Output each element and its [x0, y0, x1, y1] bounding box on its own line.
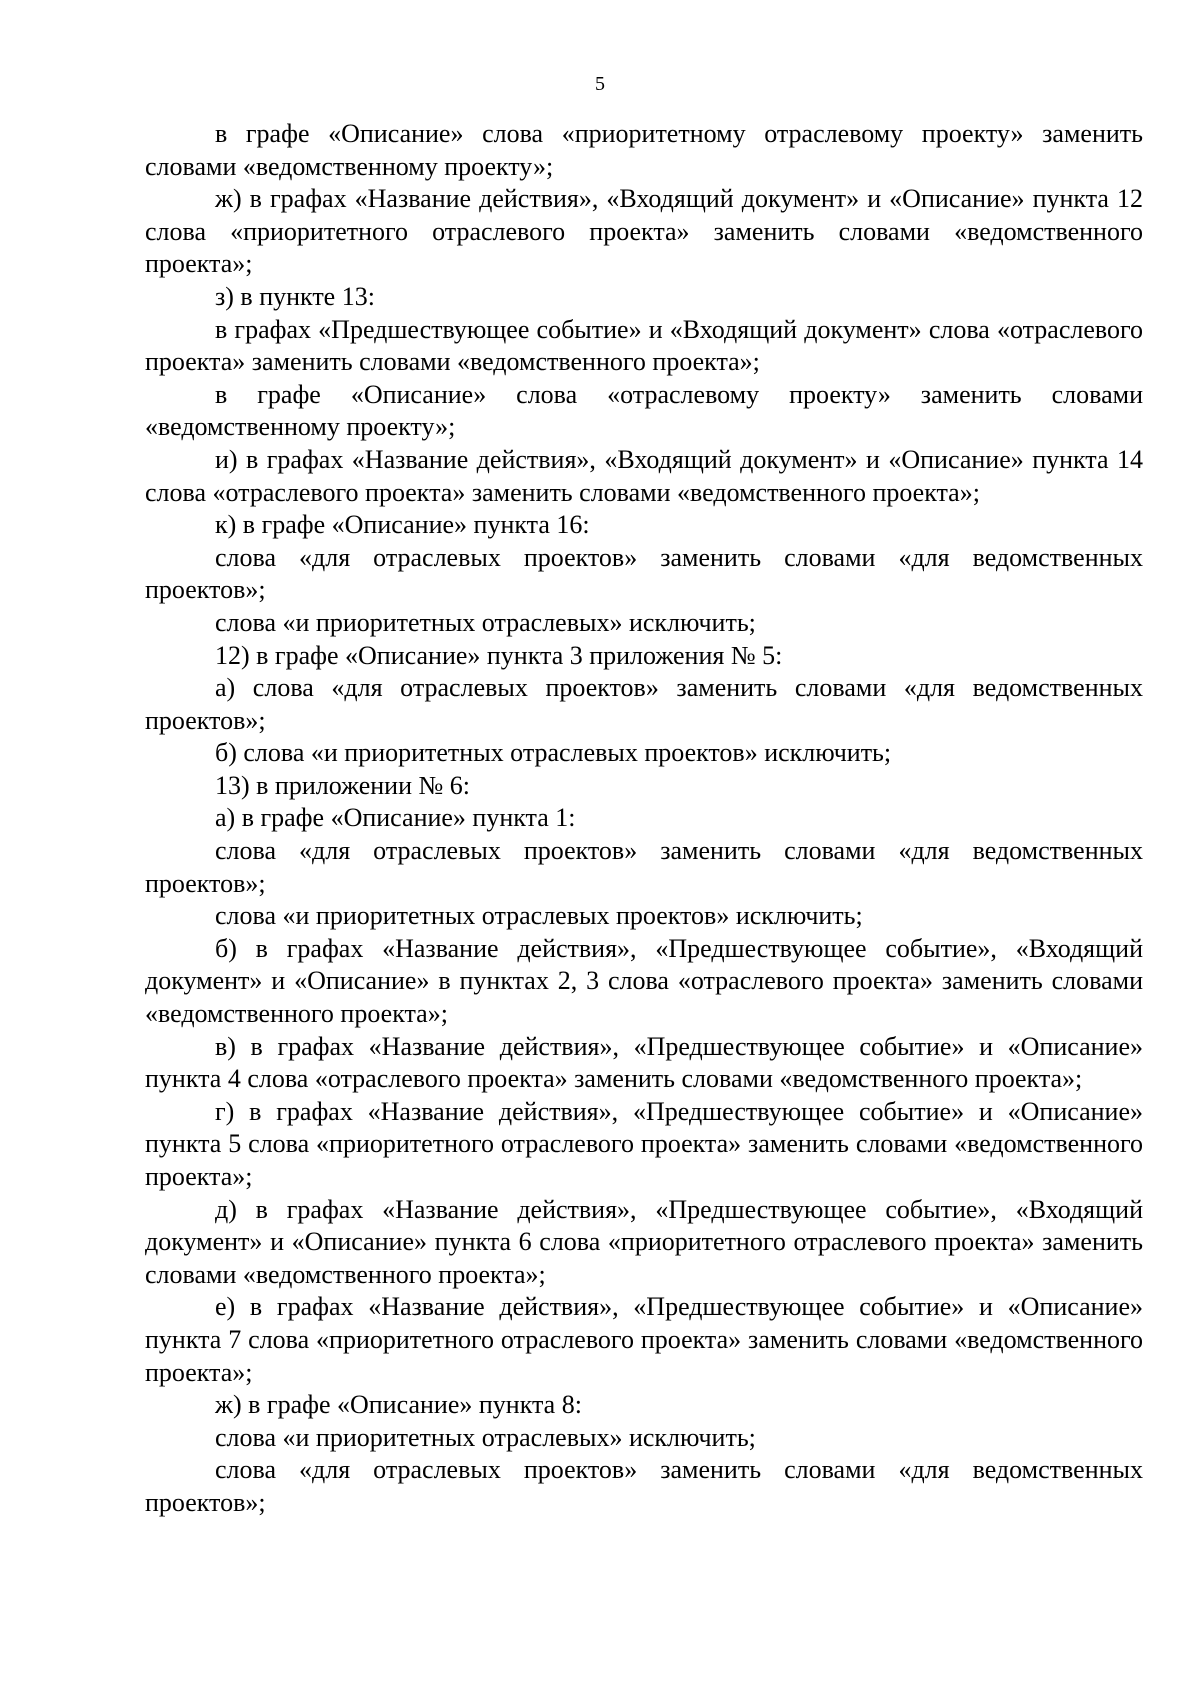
paragraph: г) в графах «Название действия», «Предшествующее событие» и «Описание» пункта 5 слова «приоритетного отраслевого проекта» заменить словами «ведомственного проекта»;: [145, 1096, 1143, 1191]
paragraph: б) слова «и приоритетных отраслевых проектов» исключить;: [215, 738, 892, 768]
paragraph: з) в пункте 13:: [215, 281, 375, 311]
paragraph: слова «и приоритетных отраслевых» исключить;: [215, 607, 756, 637]
paragraph: а) слова «для отраслевых проектов» заменить словами «для ведомственных проектов»;: [145, 673, 1143, 735]
paragraph: ж) в графах «Название действия», «Входящий документ» и «Описание» пункта 12 слова «приоритетного отраслевого проекта» заменить словами «ведомственного проекта»;: [145, 184, 1143, 279]
paragraph: и) в графах «Название действия», «Входящий документ» и «Описание» пункта 14 слова «отраслевого проекта» заменить словами «ведомственного проекта»;: [145, 444, 1143, 507]
paragraph: д) в графах «Название действия», «Предшествующее событие», «Входящий документ» и «Описание» пункта 6 слова «приоритетного отраслевого проекта» заменить словами «ведомственного проекта»;: [145, 1194, 1143, 1289]
paragraph: слова «для отраслевых проектов» заменить словами «для ведомственных проектов»;: [145, 836, 1143, 898]
paragraph: слова «и приоритетных отраслевых» исключить;: [215, 1422, 756, 1452]
paragraph: слова «для отраслевых проектов» заменить словами «для ведомственных проектов»;: [145, 542, 1143, 605]
paragraph: слова «и приоритетных отраслевых проектов» исключить;: [215, 901, 863, 931]
paragraph: в) в графах «Название действия», «Предшествующее событие» и «Описание» пункта 4 слова «отраслевого проекта» заменить словами «ведомственного проекта»;: [145, 1031, 1143, 1094]
paragraph: 12) в графе «Описание» пункта 3 приложения № 5:: [215, 640, 783, 670]
paragraph: ж) в графе «Описание» пункта 8:: [215, 1390, 582, 1420]
paragraph: к) в графе «Описание» пункта 16:: [215, 510, 590, 540]
paragraph: в графе «Описание» слова «приоритетному отраслевому проекту» заменить словами «ведомственному проекту»;: [145, 119, 1143, 181]
paragraph: а) в графе «Описание» пункта 1:: [215, 803, 576, 833]
paragraph: в графах «Предшествующее событие» и «Входящий документ» слова «отраслевого проекта» заменить словами «ведомственного проекта»;: [145, 314, 1143, 377]
paragraph: 13) в приложении № 6:: [215, 770, 471, 800]
paragraph: слова «для отраслевых проектов» заменить словами «для ведомственных проектов»;: [145, 1455, 1143, 1517]
paragraph: е) в графах «Название действия», «Предшествующее событие» и «Описание» пункта 7 слова «приоритетного отраслевого проекта» заменить словами «ведомственного проекта»;: [145, 1292, 1143, 1387]
paragraph: б) в графах «Название действия», «Предшествующее событие», «Входящий документ» и «Описание» в пунктах 2, 3 слова «отраслевого проекта» заменить словами «ведомственного проекта»;: [145, 933, 1143, 1029]
paragraph: в графе «Описание» слова «отраслевому проекту» заменить словами «ведомственному проекту»;: [145, 379, 1143, 442]
document-body: [145, 118, 1143, 1520]
page-number: 5: [595, 73, 605, 95]
